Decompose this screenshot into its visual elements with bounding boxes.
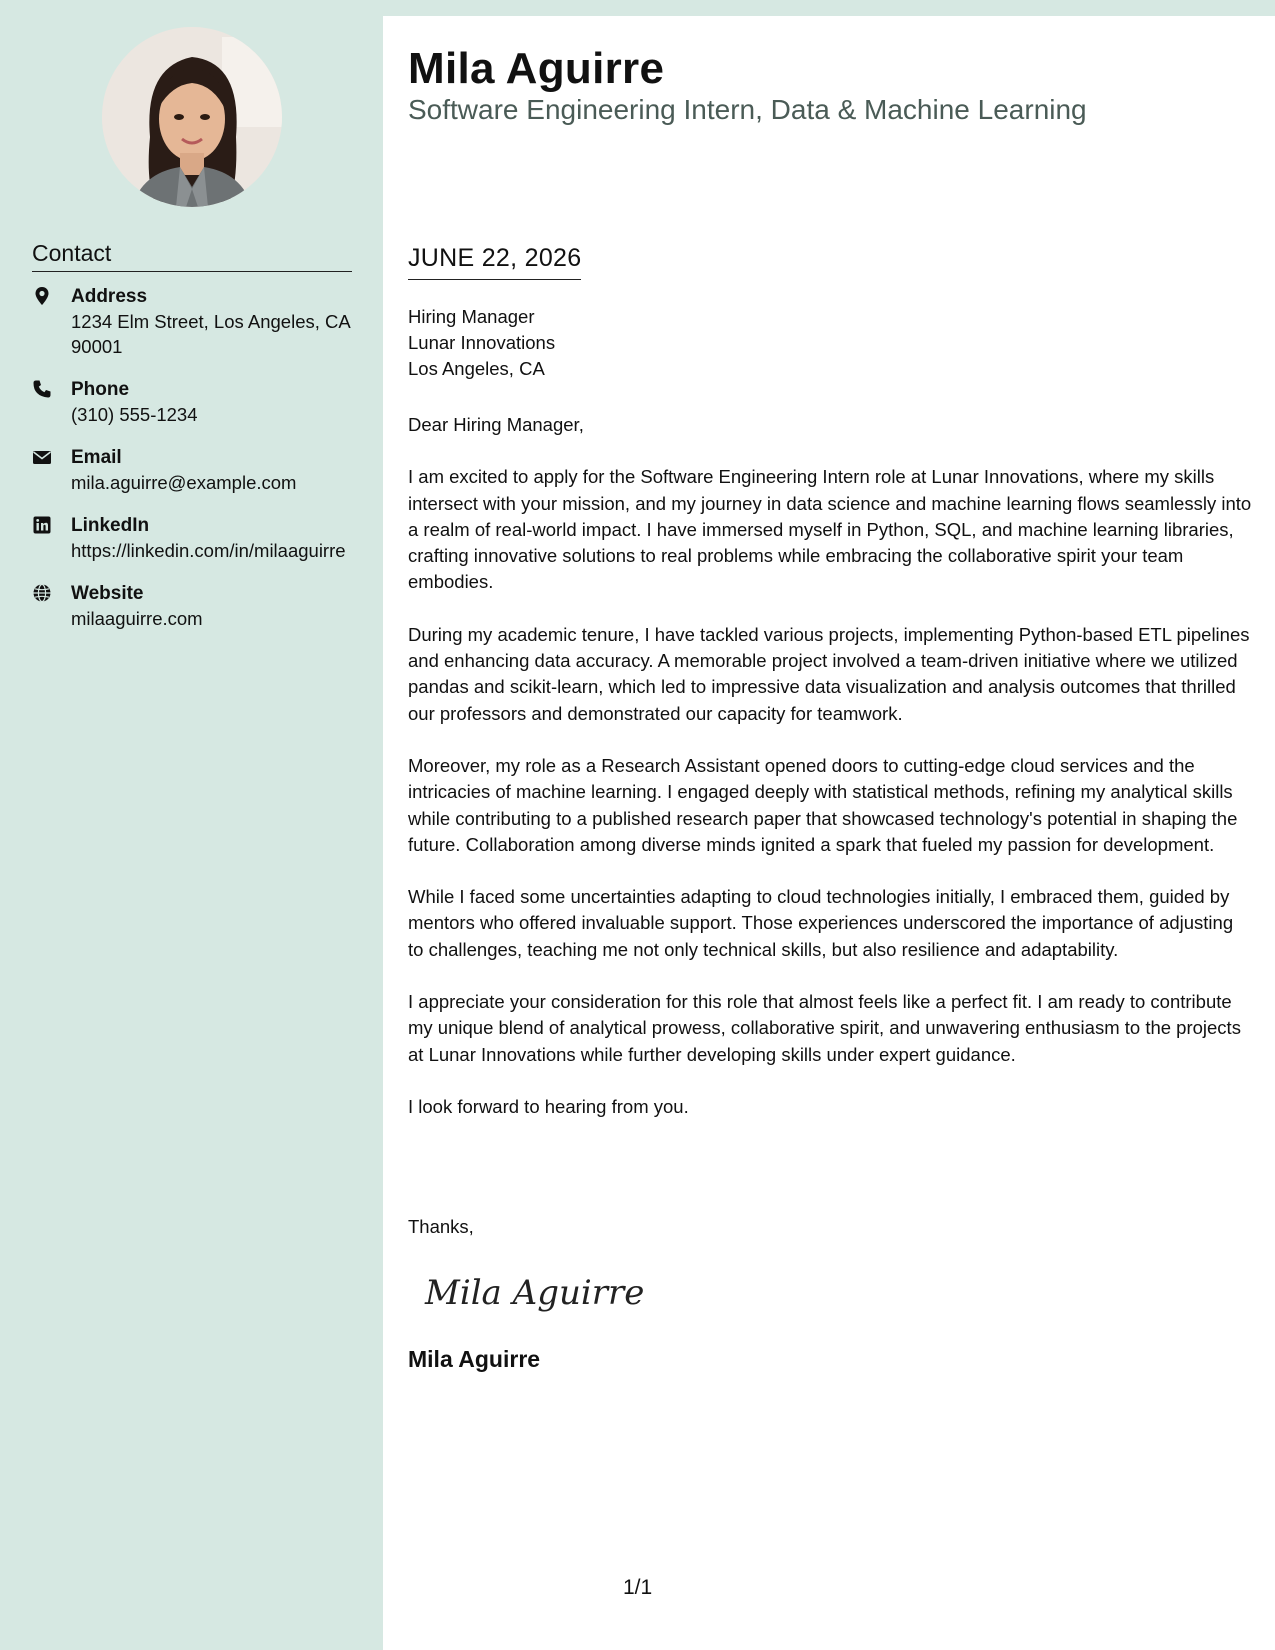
map-pin-icon xyxy=(32,286,54,308)
contact-item-email xyxy=(32,445,352,495)
contact-label: Email xyxy=(71,447,122,468)
contact-item-phone xyxy=(32,377,352,427)
page-number: 1/1 xyxy=(623,1576,653,1599)
contact-list xyxy=(32,284,352,649)
phone-value: (310) 555-1234 xyxy=(71,404,198,425)
letter-main xyxy=(383,16,1275,1650)
body-paragraph: I am excited to apply for the Software Engineering Intern role at Lunar Innovations, where my skills intersect with your mission, and my journey in data science and machine learning flows seamlessly into a realm of real-world impact. I have immersed myself in Python, SQL, and machine learning libraries, crafting innovative solutions to real problems while embracing the collaborative spirit your team embodies. xyxy=(408,466,1252,593)
contact-label: Address xyxy=(71,286,148,307)
website-link[interactable]: milaaguirre.com xyxy=(71,608,203,629)
contact-label: LinkedIn xyxy=(71,515,150,536)
body-paragraph: During my academic tenure, I have tackled various projects, implementing Python-based ETL pipelines and enhancing data accuracy. A memorable project involved a team-driven initiative where we utilized pandas and scikit-learn, which led to impressive data visualization and analysis outcomes that thrilled our professors and demonstrated our capacity for teamwork. xyxy=(408,623,1250,724)
recipient-line: Los Angeles, CA xyxy=(408,358,545,379)
body-paragraph: While I faced some uncertainties adapting to cloud technologies initially, I embraced them, guided by mentors who offered invaluable support. Those experiences underscored the importance of adjusting to challenges, teaching me not only technical skills, but also resilience and adaptability. xyxy=(408,886,1234,960)
job-title: Software Engineering Intern, Data & Machine Learning xyxy=(408,94,1087,125)
letter-date: JUNE 22, 2026 xyxy=(408,244,581,280)
profile-photo xyxy=(102,27,282,207)
address-value: 1234 Elm Street, Los Angeles, CA 90001 xyxy=(71,311,350,357)
recipient-line: Hiring Manager xyxy=(408,306,535,327)
recipient-block xyxy=(408,304,555,382)
linkedin-link[interactable]: https://linkedin.com/in/milaaguirre xyxy=(71,540,346,561)
contact-label: Website xyxy=(71,583,144,604)
contact-item-linkedin xyxy=(32,513,352,563)
letter-body xyxy=(408,412,1253,1146)
closing: Thanks, xyxy=(408,1216,474,1237)
contact-heading: Contact xyxy=(32,240,352,272)
applicant-name: Mila Aguirre xyxy=(408,44,665,93)
email-link[interactable]: mila.aguirre@example.com xyxy=(71,472,297,493)
recipient-line: Lunar Innovations xyxy=(408,332,556,353)
salutation: Dear Hiring Manager, xyxy=(408,414,584,435)
globe-icon xyxy=(32,583,54,605)
signed-name: Mila Aguirre xyxy=(408,1346,541,1372)
contact-item-address xyxy=(32,284,352,359)
body-paragraph: I look forward to hearing from you. xyxy=(408,1095,689,1117)
signature-image xyxy=(421,1256,661,1331)
contact-item-website xyxy=(32,581,352,631)
signature-text: Mila Aguirre xyxy=(425,1273,645,1313)
sidebar xyxy=(0,0,383,1650)
phone-icon xyxy=(32,379,54,401)
body-paragraph: Moreover, my role as a Research Assistant opened doors to cutting-edge cloud services and the intricacies of machine learning. I engaged deeply with statistical methods, refining my analytical skills while contributing to a published research paper that showcased technology's potential in shaping the future. Collaboration among diverse minds ignited a spark that fueled my passion for development. xyxy=(408,754,1238,855)
contact-label: Phone xyxy=(71,379,130,400)
linkedin-icon xyxy=(32,515,54,537)
envelope-icon xyxy=(32,447,54,469)
body-paragraph: I appreciate your consideration for this role that almost feels like a perfect fit. I am ready to contribute my unique blend of analytical prowess, collaborative spirit, and unwavering enthusiasm to the projects at Lunar Innovations while further developing skills under expert guidance. xyxy=(408,991,1241,1065)
